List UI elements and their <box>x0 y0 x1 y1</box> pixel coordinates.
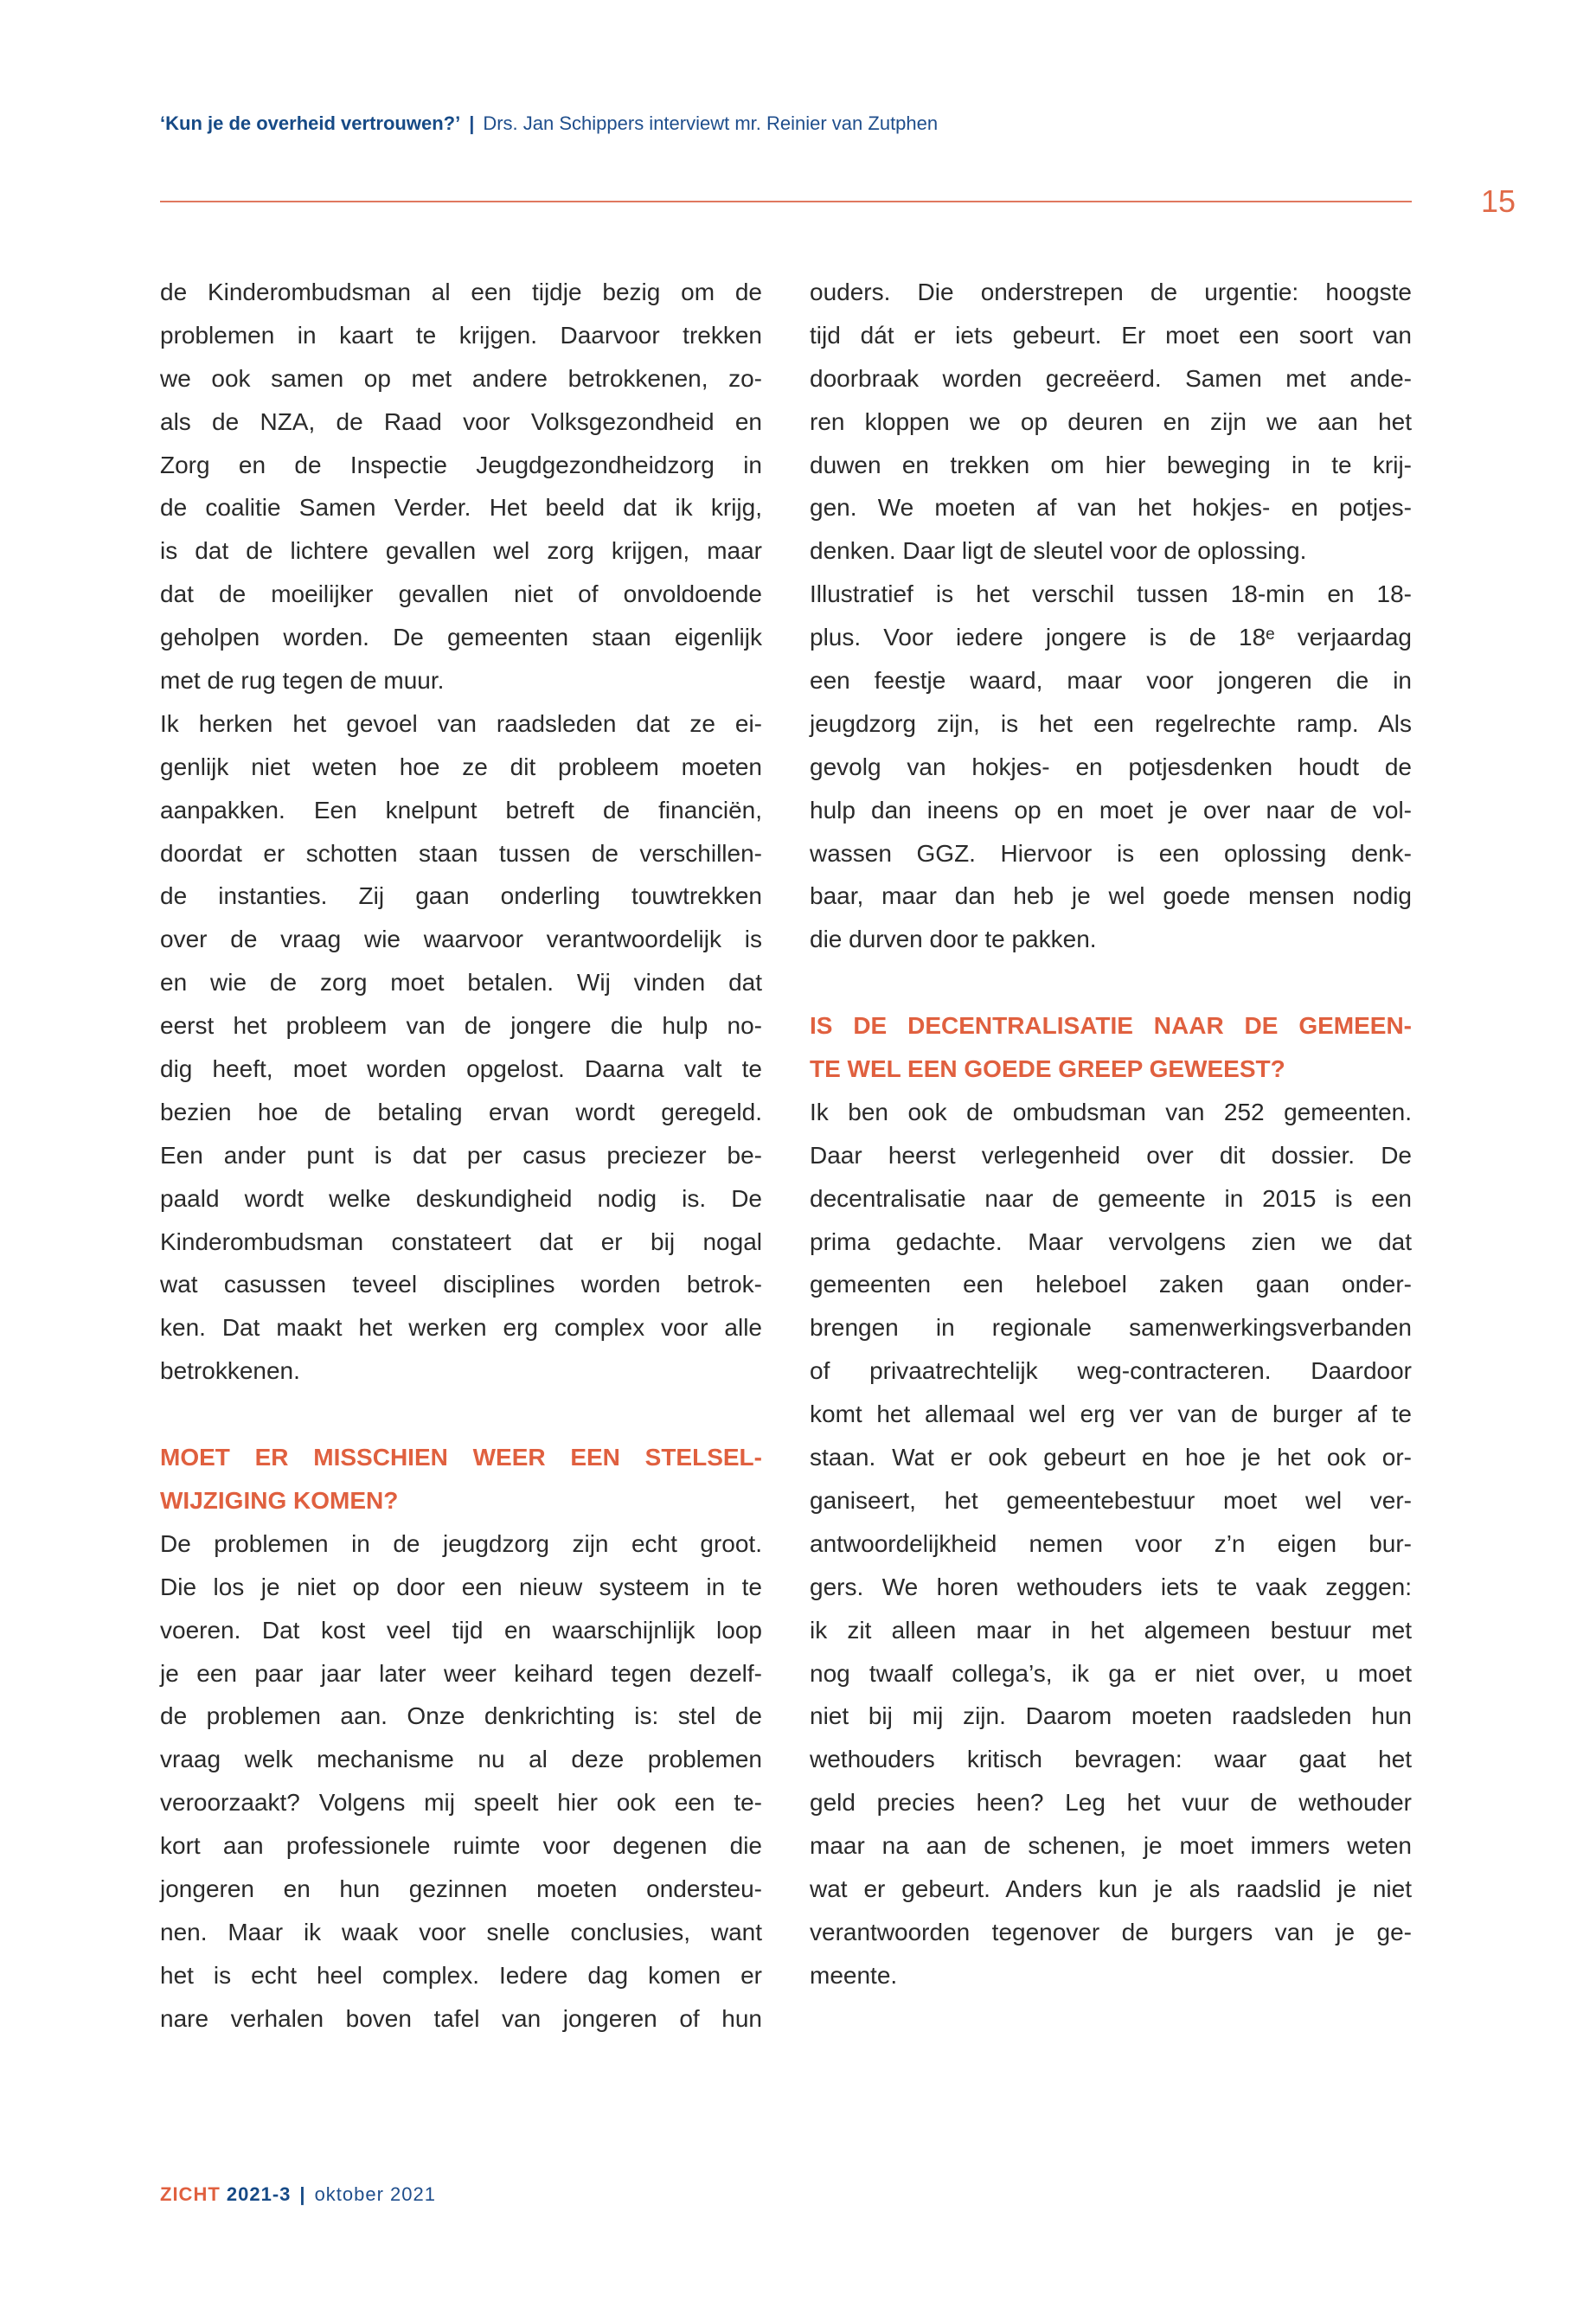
text-line: TE WEL EEN GOEDE GREEP GEWEEST? <box>810 1055 1285 1083</box>
text-line: antwoordelijkheid nemen voor z’n eigen bur- <box>810 1529 1412 1557</box>
text-line: De problemen in de jeugdzorg zijn echt groot. <box>160 1529 762 1557</box>
spacer <box>160 1393 762 1436</box>
text-line: betrokkenen. <box>160 1357 300 1385</box>
text-line: de problemen aan. Onze denkrichting is: stel de <box>160 1702 762 1730</box>
text-line: Ik herken het gevoel van raadsleden dat ze ei- <box>160 709 762 737</box>
text-line: de Kinderombudsman al een tijdje bezig om de <box>160 279 762 305</box>
column-left <box>160 271 762 2041</box>
text-line: of privaatrechtelijk weg-contracteren. Daardoor <box>810 1357 1412 1385</box>
text-line: gevolg van hokjes- en potjesdenken houdt de <box>810 753 1412 780</box>
page-number: 15 <box>1481 183 1516 219</box>
text-line: je een paar jaar later weer keihard tegen dezelf- <box>160 1659 762 1687</box>
text-line: aanpakken. Een knelpunt betreft de financiën, <box>160 796 762 824</box>
text-line: jeugdzorg zijn, is het een regelrechte ramp. Als <box>810 709 1412 737</box>
paragraph <box>160 271 762 702</box>
text-line: met de rug tegen de muur. <box>160 667 445 695</box>
footer <box>160 2183 436 2206</box>
article-subtitle: Drs. Jan Schippers interviewt mr. Reinier van Zutphen <box>483 112 939 134</box>
text-line: prima gedachte. Maar vervolgens zien we dat <box>810 1227 1412 1255</box>
text-line: geld precies heen? Leg het vuur de wethouder <box>810 1789 1412 1817</box>
header-rule <box>160 201 1412 202</box>
paragraph <box>810 573 1412 961</box>
text-line: staan. Wat er ook gebeurt en hoe je het ook or- <box>810 1444 1412 1471</box>
text-line: Ik ben ook de ombudsman van 252 gemeenten. <box>810 1098 1412 1125</box>
text-line: nog twaalf collega’s, ik ga er niet over, u moet <box>810 1659 1412 1687</box>
text-line: WIJZIGING KOMEN? <box>160 1486 399 1514</box>
text-line: eerst het probleem van de jongere die hulp no- <box>160 1012 762 1040</box>
text-line: en wie de zorg moet betalen. Wij vinden dat <box>160 969 762 997</box>
text-line: doordat er schotten staan tussen de verschillen- <box>160 839 762 867</box>
footer-separator: | <box>299 2183 306 2205</box>
text-line: nare verhalen boven tafel van jongeren of hun <box>160 2004 762 2032</box>
text-line: komt het allemaal wel erg ver van de burger af te <box>810 1400 1412 1428</box>
text-line: brengen in regionale samenwerkingsverbanden <box>810 1314 1412 1342</box>
text-line: duwen en trekken om hier beweging in te krij- <box>810 451 1412 478</box>
text-line: Kinderombudsman constateert dat er bij nogal <box>160 1227 762 1255</box>
text-line: bezien hoe de betaling ervan wordt geregeld. <box>160 1098 762 1125</box>
header-separator: | <box>469 112 475 134</box>
text-line: veroorzaakt? Volgens mij speelt hier ook een te- <box>160 1789 762 1817</box>
text-line: Daar heerst verlegenheid over dit dossier. De <box>810 1141 1412 1169</box>
text-line: MOET ER MISSCHIEN WEER EEN STELSEL- <box>160 1444 762 1471</box>
text-line: ken. Dat maakt het werken erg complex voor alle <box>160 1314 762 1342</box>
issue-number: 2021-3 <box>226 2183 292 2205</box>
text-line: Illustratief is het verschil tussen 18-min en 18- <box>810 580 1412 608</box>
text-line: decentralisatie naar de gemeente in 2015 is een <box>810 1184 1412 1212</box>
text-line: gemeenten een heleboel zaken gaan onder- <box>810 1271 1412 1298</box>
text-line: dat de moeilijker gevallen niet of onvoldoende <box>160 580 762 608</box>
text-line: wat er gebeurt. Anders kun je als raadslid je niet <box>810 1875 1412 1902</box>
running-header <box>160 112 938 135</box>
section-heading <box>810 1004 1412 1091</box>
text-line: Een ander punt is dat per casus preciezer be- <box>160 1141 762 1169</box>
text-line: dig heeft, moet worden opgelost. Daarna valt te <box>160 1055 762 1083</box>
issue-date: oktober 2021 <box>314 2183 436 2205</box>
paragraph <box>160 702 762 1393</box>
article-title: ‘Kun je de overheid vertrouwen?’ <box>160 112 461 134</box>
text-line: gers. We horen wethouders iets te vaak zeggen: <box>810 1573 1412 1600</box>
text-line: het is echt heel complex. Iedere dag komen er <box>160 1961 762 1989</box>
text-line: niet bij mij zijn. Daarom moeten raadsleden hun <box>810 1702 1412 1730</box>
text-line: Zorg en de Inspectie Jeugdgezondheidzorg in <box>160 451 762 478</box>
text-line: ik zit alleen maar in het algemeen bestuur met <box>810 1616 1412 1644</box>
text-line: kort aan professionele ruimte voor degenen die <box>160 1832 762 1860</box>
text-line: is dat de lichtere gevallen wel zorg krijgen, maar <box>160 537 762 565</box>
text-line: plus. Voor iedere jongere is de 18ᵉ verjaardag <box>810 624 1412 651</box>
text-line: een feestje waard, maar voor jongeren die in <box>810 667 1412 695</box>
text-line: als de NZA, de Raad voor Volksgezondheid en <box>160 407 762 435</box>
text-line: genlijk niet weten hoe ze dit probleem moeten <box>160 753 762 780</box>
text-line: geholpen worden. De gemeenten staan eigenlijk <box>160 624 762 651</box>
text-line: IS DE DECENTRALISATIE NAAR DE GEMEEN- <box>810 1012 1412 1040</box>
text-line: Die los je niet op door een nieuw systeem in te <box>160 1573 762 1600</box>
text-line: wassen GGZ. Hiervoor is een oplossing denk- <box>810 839 1412 867</box>
text-line: jongeren en hun gezinnen moeten ondersteu- <box>160 1875 762 1902</box>
text-line: wat casussen teveel disciplines worden betrok- <box>160 1271 762 1298</box>
magazine-name: ZICHT <box>160 2183 221 2205</box>
text-line: hulp dan ineens op en moet je over naar de vol- <box>810 796 1412 824</box>
text-line: tijd dát er iets gebeurt. Er moet een soort van <box>810 321 1412 349</box>
text-line: denken. Daar ligt de sleutel voor de oplossing. <box>810 537 1307 565</box>
paragraph <box>810 271 1412 573</box>
text-line: voeren. Dat kost veel tijd en waarschijnlijk loop <box>160 1616 762 1644</box>
spacer <box>810 961 1412 1004</box>
paragraph <box>810 1091 1412 1997</box>
text-line: problemen in kaart te krijgen. Daarvoor trekken <box>160 321 762 349</box>
text-line: paald wordt welke deskundigheid nodig is. De <box>160 1184 762 1212</box>
text-line: de instanties. Zij gaan onderling touwtrekken <box>160 882 762 910</box>
text-line: verantwoorden tegenover de burgers van je ge- <box>810 1918 1412 1945</box>
text-line: die durven door te pakken. <box>810 926 1097 953</box>
text-line: over de vraag wie waarvoor verantwoordelijk is <box>160 926 762 953</box>
text-line: maar na aan de schenen, je moet immers weten <box>810 1832 1412 1860</box>
text-line: baar, maar dan heb je wel goede mensen nodig <box>810 882 1412 910</box>
text-line: gen. We moeten af van het hokjes- en potjes- <box>810 494 1412 522</box>
text-line: ganiseert, het gemeentebestuur moet wel ver- <box>810 1486 1412 1514</box>
text-line: nen. Maar ik waak voor snelle conclusies, want <box>160 1918 762 1945</box>
text-line: meente. <box>810 1961 898 1989</box>
text-line: ouders. Die onderstrepen de urgentie: hoogste <box>810 279 1412 305</box>
text-line: ren kloppen we op deuren en zijn we aan het <box>810 407 1412 435</box>
text-line: wethouders kritisch bevragen: waar gaat het <box>810 1746 1412 1773</box>
section-heading <box>160 1436 762 1522</box>
text-line: we ook samen op met andere betrokkenen, zo- <box>160 364 762 392</box>
text-line: de coalitie Samen Verder. Het beeld dat ik krijg, <box>160 494 762 522</box>
paragraph <box>160 1522 762 2041</box>
text-line: vraag welk mechanisme nu al deze problemen <box>160 1746 762 1773</box>
text-line: doorbraak worden gecreëerd. Samen met ande- <box>810 364 1412 392</box>
column-right <box>810 271 1412 1997</box>
